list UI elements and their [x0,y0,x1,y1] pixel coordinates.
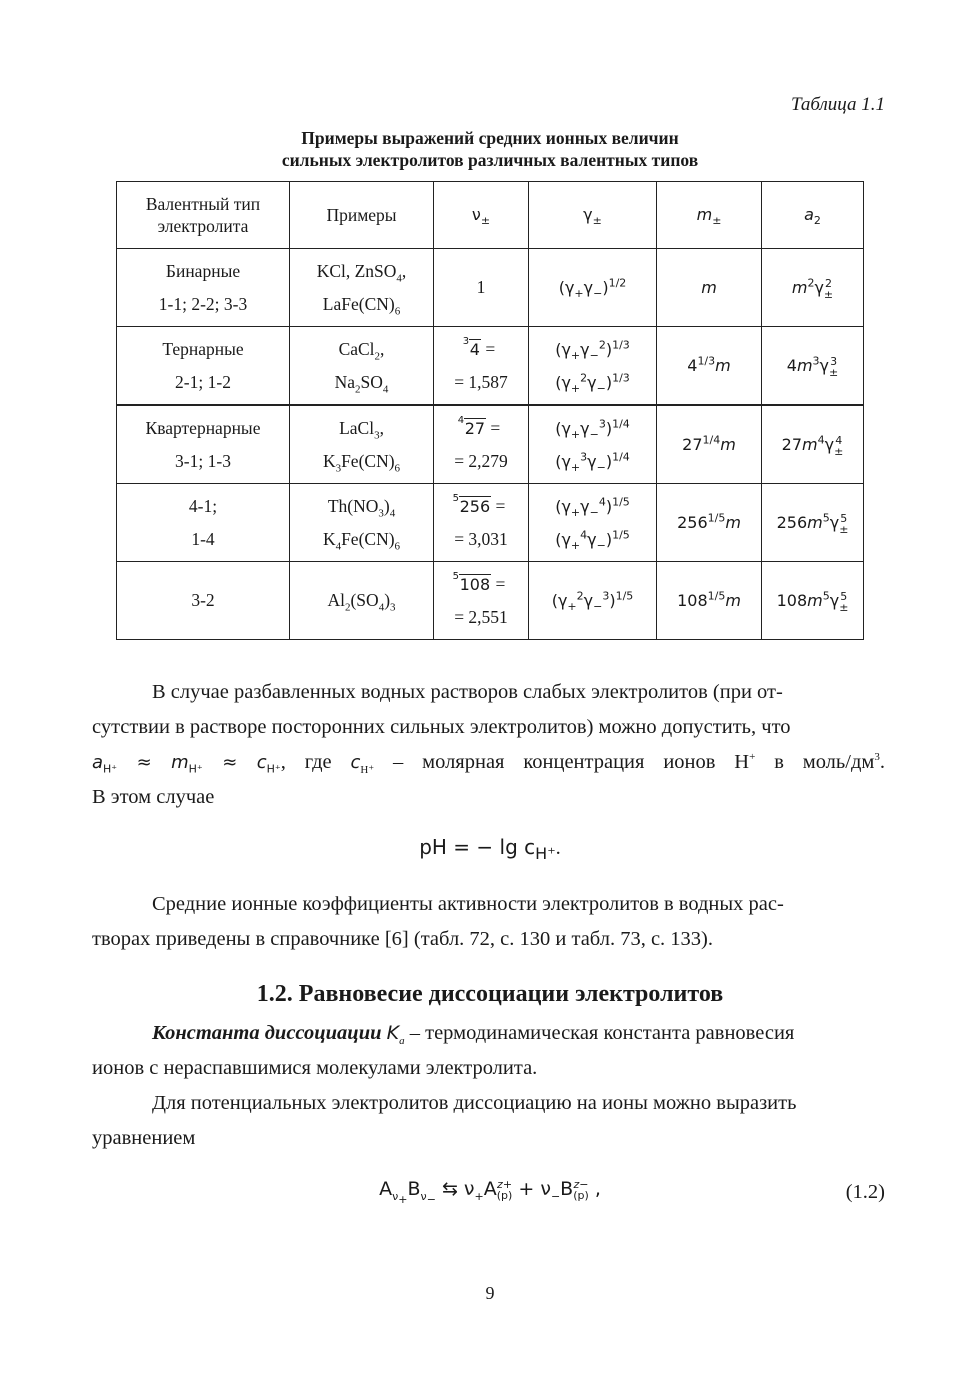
cell-type: 4-1; 1-4 [117,484,290,562]
cell-a: $27m^4\gamma$ 4 ± [762,405,864,484]
paragraph-dissociation-constant: Константа диссоциации $K_a$ – термодинамическая константа равновесия ионов с нераспавшимися молекулами электролита. [92,1022,795,1079]
cell-gamma: $(\gamma_+\gamma_-^4)^{1/5}$ $(\gamma_+^4\gamma_-)^{1/5}$ [529,484,657,562]
cell-type: Тернарные 2-1; 1-2 [117,327,290,406]
cell-nu: 1 [434,249,529,327]
cell-nu: 3 4 = = 1,587 [434,327,529,406]
cell-m: m [657,249,762,327]
cell-type: Бинарные 1-1; 2-2; 3-3 [117,249,290,327]
cell-m: $256^{1/5}m$ [657,484,762,562]
table-title-line-2: сильных электролитов различных валентных типов [281,150,699,170]
cell-nu: 5 256 = = 3,031 [434,484,529,562]
cell-m: $4^{1/3}m$ [657,327,762,406]
paragraph-weak-electrolytes: В случае разбавленных водных растворов слабых электролитов (при от- сутствии в растворе посторонних сильных электролитов) можно допустить, что $a_{H^+} \approx m_{H^+} \approx c_{H^+}$, где $c_{H^+}$ – молярная концентрация ионов H+ в моль/$дм^3$. В этом случае [92,681,885,808]
table-title-line-1: Примеры выражений средних ионных величин [301,128,679,148]
cell-type: Квартернарные 3-1; 1-3 [117,405,290,484]
table-row [117,249,864,327]
cell-a: $256m^5\gamma$ 5 ± [762,484,864,562]
cell-examples: $Al_2(SO_4)_3$ [290,562,434,640]
paragraph-line-3: $a_{H^+} \approx m_{H^+} \approx c_{H^+}$, где $c_{H^+}$ – молярная концентрация ионов H+ в моль/$дм^3$. [92,751,885,777]
ionic-quantities-table [116,181,864,640]
cell-examples: LaCl$_3$, $K_3Fe(CN)_6$ [290,405,434,484]
cell-examples: KCl, ZnSO$_4$, $LaFe(CN)_6$ [290,249,434,327]
cell-type: 3-2 [117,562,290,640]
header-valence-type: Валентный тип электролита [117,182,290,249]
table-row [117,562,864,640]
cell-examples: CaCl$_2$, $Na_2SO_4$ [290,327,434,406]
cell-gamma: $(\gamma_+\gamma_-^3)^{1/4}$ $(\gamma_+^3\gamma_-)^{1/4}$ [529,405,657,484]
paragraph-potential-electrolytes: Для потенциальных электролитов диссоциацию на ионы можно выразить уравнением [92,1092,797,1149]
ph-formula: pH = − $\lg c_{H^+}$. [419,835,561,864]
table-title [0,127,980,171]
table-row [117,405,864,484]
cell-a: $108m^5\gamma$ 5 ± [762,562,864,640]
cell-gamma: $(\gamma_+\gamma_-^2)^{1/3}$ $(\gamma_+^2\gamma_-)^{1/3}$ [529,327,657,406]
cell-gamma: $(\gamma_+^2\gamma_-^3)^{1/5}$ [529,562,657,640]
cell-nu: 5 108 = = 2,551 [434,562,529,640]
table-row [117,327,864,406]
dissociation-equation: $A_{\nu_+}B_{\nu_-}$ ⇆ $\nu_+A$ z+ (p) + $\nu_-B$ z− (p) , [379,1177,601,1206]
paragraph-activity-coefficients: Средние ионные коэффициенты активности электролитов в водных рас- творах приведены в справочнике [6] (табл. 72, с. 130 и табл. 73, с. 133). [92,893,784,950]
header-gamma: $\gamma_\pm$ [529,182,657,249]
cell-examples: $Th(NO_3)_4$ $K_4Fe(CN)_6$ [290,484,434,562]
cell-gamma: $(\gamma_+\gamma_-)^{1/2}$ [529,249,657,327]
table-row [117,484,864,562]
cell-a: $m^2\gamma$ 2 ± [762,249,864,327]
cell-m: $27^{1/4}m$ [657,405,762,484]
equation-number: (1.2) [845,1181,885,1203]
table-header-row [117,182,864,249]
table-label: Таблица 1.1 [791,94,885,115]
page-number: 9 [485,1283,495,1303]
header-a: $a_2$ [762,182,864,249]
cell-a: $4m^3\gamma$ 3 ± [762,327,864,406]
cell-nu: 4 27 = = 2,279 [434,405,529,484]
cell-m: $108^{1/5}m$ [657,562,762,640]
header-examples: Примеры [290,182,434,249]
section-heading: 1.2. Равновесие диссоциации электролитов [256,981,724,1007]
header-m: $m_\pm$ [657,182,762,249]
header-nu: $\nu_\pm$ [434,182,529,249]
